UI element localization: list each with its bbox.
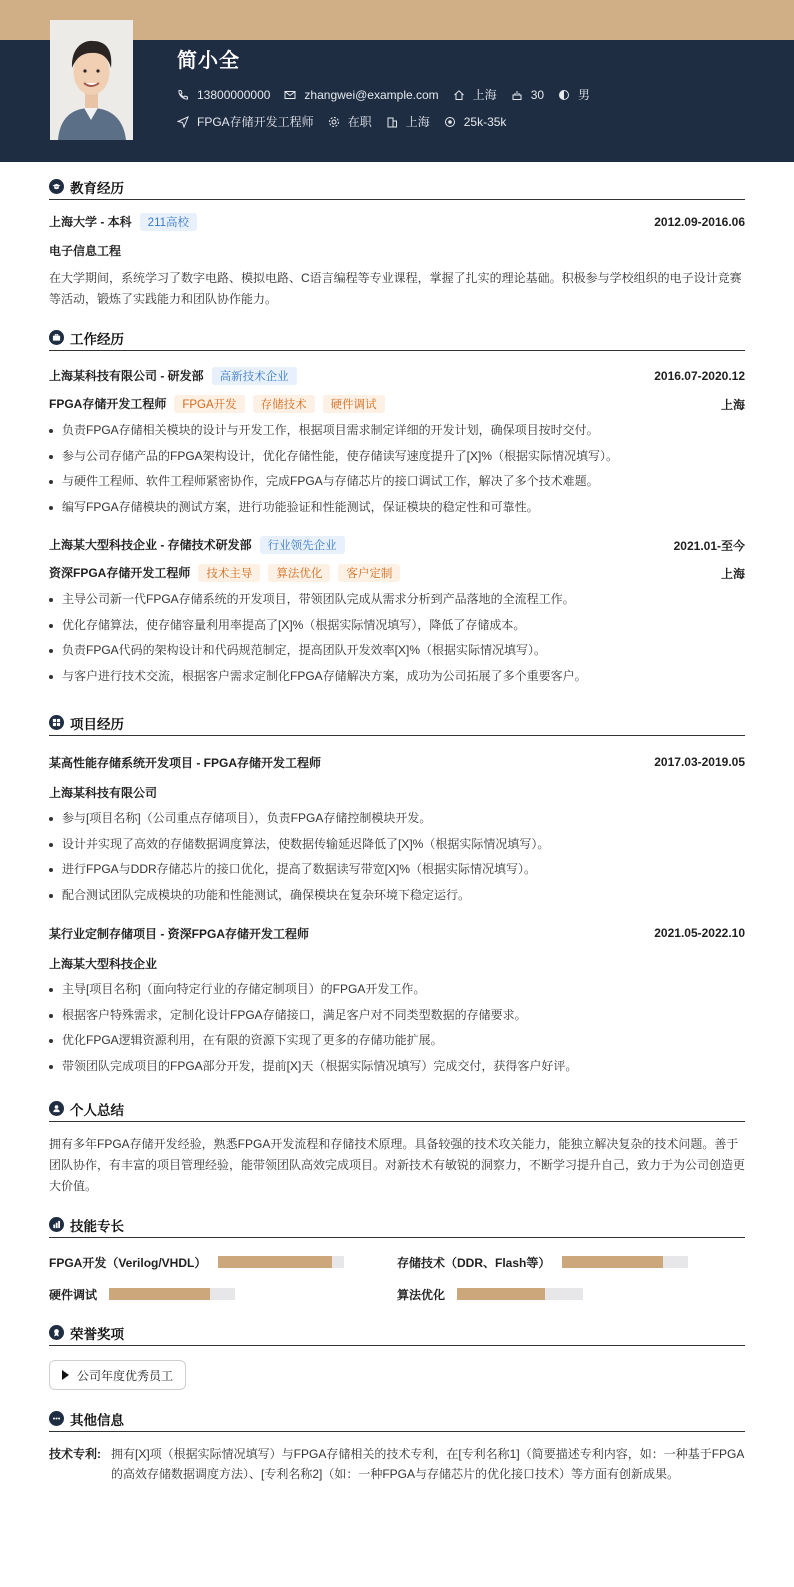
skill-bar-fill xyxy=(109,1288,210,1300)
summary-text: 拥有多年FPGA存储开发经验，熟悉FPGA开发流程和存储技术原理。具备较强的技术攻关能力，能独立解决复杂的技术问题。善于团队协作，有丰富的项目管理经验，能带领团队高效完成项目。对新技术有敏锐的洞察力，不断学习提升自己，致力于为公司创造更大价值。 xyxy=(49,1137,746,1193)
job-1-location: 上海 xyxy=(720,397,745,412)
job-2-tag: 客户定制 xyxy=(338,564,400,582)
gender-icon xyxy=(558,89,570,101)
avatar xyxy=(50,20,133,140)
project-2-company-row xyxy=(49,953,745,973)
project-1-period: 2017.03-2019.05 xyxy=(654,755,745,769)
graduation-cap-icon xyxy=(49,179,64,194)
candidate-name: 简小全 xyxy=(177,50,240,72)
city-item xyxy=(453,86,497,103)
user-icon xyxy=(49,1101,64,1116)
award-icon xyxy=(49,1325,64,1340)
send-icon xyxy=(177,116,189,128)
job-1-role-row xyxy=(49,394,745,414)
major: 电子信息工程 xyxy=(49,243,122,258)
avatar-photo-icon xyxy=(50,20,133,140)
patent-row xyxy=(49,1444,745,1484)
job-1-header xyxy=(49,366,745,386)
education-row xyxy=(49,212,745,232)
age-item xyxy=(511,88,544,102)
skill-bar xyxy=(457,1288,583,1300)
list-item: 与客户进行技术交流，根据客户需求定制化FPGA存储解决方案，成功为公司拓展了多个重要客户。 xyxy=(49,664,745,690)
list-item: 与硬件工程师、软件工程师紧密协作，完成FPGA与存储芯片的接口调试工作，解决了多个技术难题。 xyxy=(49,469,745,495)
list-item: 根据客户特殊需求，定制化设计FPGA存储接口，满足客户对不同类型数据的存储要求。 xyxy=(49,1003,745,1029)
job-2-location: 上海 xyxy=(720,566,745,581)
education-period: 2012.09-2016.06 xyxy=(654,215,745,229)
skills-grid xyxy=(49,1252,745,1316)
summary-heading: 个人总结 xyxy=(70,1102,124,1118)
job-1-company-tag: 高新技术企业 xyxy=(212,367,297,385)
list-item: 带领团队完成项目的FPGA部分开发，提前[X]天（根据实际情况填写）完成交付，获得客户好评。 xyxy=(49,1054,745,1080)
skill-item xyxy=(397,1252,745,1272)
skill-item xyxy=(397,1284,745,1304)
list-item: 设计并实现了高效的存储数据调度算法，使数据传输延迟降低了[X]%（根据实际情况填写）。 xyxy=(49,832,745,858)
list-item: 编写FPGA存储模块的测试方案，进行功能验证和性能测试，保证模块的稳定性和可靠性。 xyxy=(49,495,745,521)
job-2-tag: 技术主导 xyxy=(198,564,260,582)
list-item: 负责FPGA存储相关模块的设计与开发工作，根据项目需求制定详细的开发计划，确保项目按时交付。 xyxy=(49,418,745,444)
school-name: 上海大学 - 本科 xyxy=(49,215,132,229)
other-heading: 其他信息 xyxy=(70,1412,124,1428)
project-1-bullets xyxy=(49,806,745,908)
status-gear-icon xyxy=(328,116,340,128)
job-1-tag: FPGA开发 xyxy=(174,395,244,413)
job-2-bullets xyxy=(49,587,745,689)
education-section-title xyxy=(49,178,745,200)
position-item xyxy=(177,113,314,130)
project-2-bullets xyxy=(49,977,745,1079)
skill-bar xyxy=(218,1256,344,1268)
resume-body xyxy=(49,178,745,1484)
major-row xyxy=(49,240,745,260)
cake-icon xyxy=(511,89,523,101)
work-section-title xyxy=(49,329,745,351)
job-1-company: 上海某科技有限公司 - 研发部 xyxy=(49,369,204,383)
list-item: 优化FPGA逻辑资源利用，在有限的资源下实现了更多的存储功能扩展。 xyxy=(49,1028,745,1054)
work-city-text: 上海 xyxy=(405,115,430,129)
list-item: 主导[项目名称]（面向特定行业的存储定制项目）的FPGA开发工作。 xyxy=(49,977,745,1003)
project-1-company: 上海某科技有限公司 xyxy=(49,785,158,800)
project-2-company: 上海某大型科技企业 xyxy=(49,956,158,971)
skill-bar xyxy=(109,1288,235,1300)
work-heading: 工作经历 xyxy=(70,331,124,347)
patent-label: 技术专利: xyxy=(49,1447,101,1461)
skill-name: 算法优化 xyxy=(397,1287,446,1302)
job-2-role-row xyxy=(49,563,745,583)
email-text: zhangwei@example.com xyxy=(304,87,439,102)
job-2-company-tag: 行业领先企业 xyxy=(260,536,345,554)
phone-icon xyxy=(177,89,189,101)
project-2-header xyxy=(49,923,745,943)
email-item xyxy=(284,88,438,102)
project-1-company-row xyxy=(49,782,745,802)
list-item: 参与公司存储产品的FPGA架构设计，优化存储性能，使存储读写速度提升了[X]%（根据实际情况填写）。 xyxy=(49,444,745,470)
status-item xyxy=(328,113,372,130)
position-text: FPGA存储开发工程师 xyxy=(197,115,314,129)
skills-heading: 技能专长 xyxy=(70,1218,124,1234)
skills-section-title xyxy=(49,1216,745,1238)
contact-row xyxy=(177,86,604,103)
job-1-role: FPGA存储开发工程师 xyxy=(49,397,167,411)
salary-text: 25k-35k xyxy=(463,114,507,129)
job-1-bullets xyxy=(49,418,745,520)
school-tag: 211高校 xyxy=(140,213,197,231)
honor-text: 公司年度优秀员工 xyxy=(77,1368,174,1383)
list-item: 负责FPGA代码的架构设计和代码规范制定，提高团队开发效率[X]%（根据实际情况填写）。 xyxy=(49,638,745,664)
project-2-name: 某行业定制存储项目 - 资深FPGA存储开发工程师 xyxy=(49,926,309,941)
projects-heading: 项目经历 xyxy=(70,716,124,732)
gender-item xyxy=(558,86,590,103)
city-text: 上海 xyxy=(472,88,497,102)
skill-name: FPGA开发（Verilog/VHDL） xyxy=(49,1255,207,1270)
project-2-period: 2021.05-2022.10 xyxy=(654,926,745,940)
skill-item xyxy=(49,1284,397,1304)
education-heading: 教育经历 xyxy=(70,180,124,196)
salary-icon xyxy=(444,116,456,128)
skill-name: 硬件调试 xyxy=(49,1287,98,1302)
summary-section-title xyxy=(49,1100,745,1122)
education-description: 在大学期间，系统学习了数字电路、模拟电路、C语言编程等专业课程，掌握了扎实的理论基础。积极参与学校组织的电子设计竞赛等活动，锻炼了实践能力和团队协作能力。 xyxy=(49,271,742,306)
job-1-tag: 存储技术 xyxy=(253,395,315,413)
briefcase-icon xyxy=(49,330,64,345)
job-2-header xyxy=(49,535,745,555)
job-2-period: 2021.01-至今 xyxy=(673,538,745,553)
list-item: 配合测试团队完成模块的功能和性能测试，确保模块在复杂环境下稳定运行。 xyxy=(49,883,745,909)
phone-text: 13800000000 xyxy=(197,87,271,102)
gender-text: 男 xyxy=(578,88,591,102)
more-dots-icon xyxy=(49,1411,64,1426)
status-text: 在职 xyxy=(347,115,372,129)
job-1-period: 2016.07-2020.12 xyxy=(654,369,745,383)
job-2-tag: 算法优化 xyxy=(268,564,330,582)
age-text: 30 xyxy=(530,87,545,102)
home-icon xyxy=(453,89,465,101)
skill-bar-fill xyxy=(218,1256,331,1268)
patent-text: 拥有[X]项（根据实际情况填写）与FPGA存储相关的技术专利，在[专利名称1]（简要描述专利内容，如：一种基于FPGA的高效存储数据调度方法）、[专利名称2]（如：一种FPGA与存储芯片的优化接口技术）等方面有创新成果。 xyxy=(111,1447,745,1481)
job-2-company: 上海某大型科技企业 - 存储技术研发部 xyxy=(49,538,252,552)
grid-icon xyxy=(49,715,64,730)
list-item: 优化存储算法，使存储容量利用率提高了[X]%（根据实际情况填写），降低了存储成本。 xyxy=(49,613,745,639)
honors-heading: 荣誉奖项 xyxy=(70,1326,124,1342)
salary-item xyxy=(444,115,507,129)
honor-badge xyxy=(49,1360,186,1390)
building-icon xyxy=(386,116,398,128)
other-section-title xyxy=(49,1410,745,1432)
phone-item xyxy=(177,88,270,102)
honors-section-title xyxy=(49,1324,745,1346)
projects-section-title xyxy=(49,714,745,736)
list-item: 参与[项目名称]（公司重点存储项目），负责FPGA存储控制模块开发。 xyxy=(49,806,745,832)
skill-bar-fill xyxy=(562,1256,663,1268)
project-1-header xyxy=(49,752,745,772)
play-triangle-icon xyxy=(62,1370,69,1380)
list-item: 主导公司新一代FPGA存储系统的开发项目，带领团队完成从需求分析到产品落地的全流程工作。 xyxy=(49,587,745,613)
job-1-tag: 硬件调试 xyxy=(323,395,385,413)
list-item: 进行FPGA与DDR存储芯片的接口优化，提高了数据读写带宽[X]%（根据实际情况填写）。 xyxy=(49,857,745,883)
work-city-item xyxy=(386,113,430,130)
job-intent-row xyxy=(177,113,520,130)
job-2-role: 资深FPGA存储开发工程师 xyxy=(49,566,191,580)
project-1-name: 某高性能存储系统开发项目 - FPGA存储开发工程师 xyxy=(49,755,321,770)
skill-name: 存储技术（DDR、Flash等） xyxy=(397,1255,551,1270)
skill-bar xyxy=(562,1256,688,1268)
bar-chart-icon xyxy=(49,1217,64,1232)
skill-bar-fill xyxy=(457,1288,545,1300)
skill-item xyxy=(49,1252,397,1272)
email-icon xyxy=(284,89,296,101)
